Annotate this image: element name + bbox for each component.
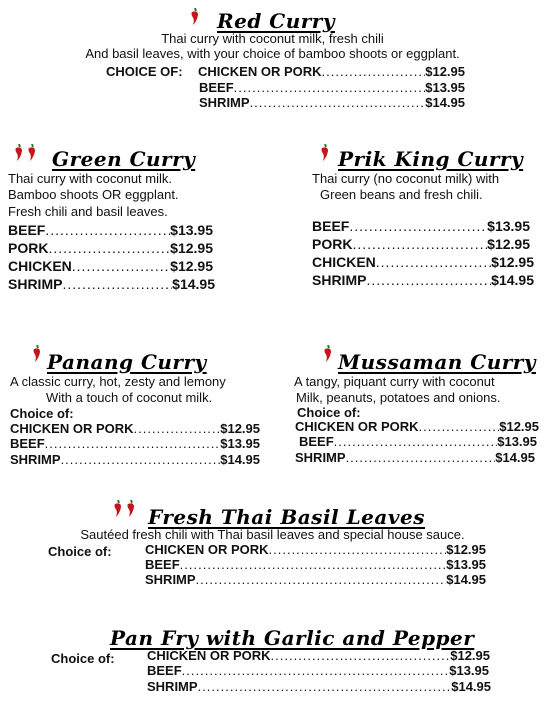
menu-item-row <box>147 648 490 663</box>
item-name: SHRIMP <box>312 272 367 288</box>
item-price: $13.95 <box>220 436 260 451</box>
chili-pepper-icon <box>113 500 122 516</box>
item-price: $13.95 <box>170 222 213 238</box>
item-price: $12.95 <box>425 64 465 79</box>
item-price: $14.95 <box>425 95 465 110</box>
item-name: SHRIMP <box>147 679 198 694</box>
item-name: BEEF <box>312 218 350 234</box>
menu-item-row <box>299 434 537 449</box>
basil-choice-label: Choice of: <box>48 544 112 559</box>
item-price: $12.95 <box>446 542 486 557</box>
item-price: $12.95 <box>170 258 213 274</box>
chili-pepper-icon <box>32 345 41 361</box>
red-curry-choice-label: CHOICE OF: <box>106 64 183 79</box>
item-name: BEEF <box>8 222 46 238</box>
item-name: BEEF <box>199 80 234 95</box>
menu-item-row <box>198 64 465 79</box>
menu-item-row <box>8 258 213 274</box>
item-name: CHICKEN <box>8 258 72 274</box>
panang-desc-2: With a touch of coconut milk. <box>46 390 213 405</box>
green-curry-title: Green Curry <box>52 147 196 171</box>
item-price: $13.95 <box>497 434 537 449</box>
menu-item-row <box>10 452 260 467</box>
menu-item-row <box>199 95 465 110</box>
green-curry-desc-3: Fresh chili and basil leaves. <box>8 204 168 219</box>
menu-item-row <box>312 254 534 270</box>
chili-pepper-icon <box>190 8 199 24</box>
item-name: CHICKEN OR PORK <box>198 64 322 79</box>
item-price: $13.95 <box>487 218 530 234</box>
item-name: BEEF <box>10 436 45 451</box>
prik-king-desc-1: Thai curry (no coconut milk) with <box>312 171 500 186</box>
item-price: $14.95 <box>446 572 486 587</box>
pan-fry-choice-label: Choice of: <box>51 651 115 666</box>
pan-fry-title: Pan Fry with Garlic and Pepper <box>110 626 475 650</box>
basil-desc-1: Sautéed fresh chili with Thai basil leaves and special house sauce. <box>80 527 465 542</box>
panang-choice-label: Choice of: <box>10 406 74 421</box>
item-price: $14.95 <box>172 276 215 292</box>
item-name: CHICKEN OR PORK <box>10 421 134 436</box>
chili-pepper-icon <box>320 144 329 160</box>
item-name: CHICKEN OR PORK <box>145 542 269 557</box>
menu-item-row <box>8 240 213 256</box>
menu-item-row <box>295 419 539 434</box>
item-name: SHRIMP <box>199 95 250 110</box>
item-name: CHICKEN OR PORK <box>147 648 271 663</box>
item-name: SHRIMP <box>10 452 61 467</box>
menu-item-row <box>199 80 465 95</box>
red-curry-title: Red Curry <box>217 9 335 33</box>
item-price: $14.95 <box>495 450 535 465</box>
item-name: PORK <box>312 236 353 252</box>
menu-item-row <box>145 557 486 572</box>
item-name: BEEF <box>145 557 180 572</box>
menu-item-row <box>312 236 530 252</box>
item-price: $12.95 <box>491 254 534 270</box>
menu-item-row <box>10 421 260 436</box>
mussaman-desc-1: A tangy, piquant curry with coconut <box>294 374 495 389</box>
chili-pepper-icon <box>27 144 36 160</box>
menu-item-row <box>145 542 486 557</box>
panang-desc-1: A classic curry, hot, zesty and lemony <box>10 374 226 389</box>
chili-pepper-icon <box>14 144 23 160</box>
mussaman-desc-2: Milk, peanuts, potatoes and onions. <box>296 390 501 405</box>
chili-pepper-icon <box>126 500 135 516</box>
menu-item-row <box>145 572 486 587</box>
item-price: $12.95 <box>220 421 260 436</box>
chili-pepper-icon <box>323 345 332 361</box>
item-name: PORK <box>8 240 49 256</box>
item-price: $12.95 <box>450 648 490 663</box>
prik-king-desc-2: Green beans and fresh chili. <box>320 187 483 202</box>
item-price: $12.95 <box>499 419 539 434</box>
item-price: $12.95 <box>487 236 530 252</box>
menu-item-row <box>147 663 489 678</box>
mussaman-title: Mussaman Curry <box>338 350 536 374</box>
green-curry-desc-1: Thai curry with coconut milk. <box>8 171 172 186</box>
item-name: SHRIMP <box>295 450 346 465</box>
green-curry-desc-2: Bamboo shoots OR eggplant. <box>8 187 179 202</box>
item-price: $14.95 <box>220 452 260 467</box>
item-name: BEEF <box>147 663 182 678</box>
item-price: $14.95 <box>451 679 491 694</box>
menu-item-row <box>8 276 215 292</box>
item-name: SHRIMP <box>8 276 63 292</box>
item-name: BEEF <box>299 434 334 449</box>
menu-item-row <box>312 218 530 234</box>
item-name: SHRIMP <box>145 572 196 587</box>
menu-item-row <box>147 679 491 694</box>
item-price: $12.95 <box>170 240 213 256</box>
menu-item-row <box>312 272 534 288</box>
red-curry-desc-1: Thai curry with coconut milk, fresh chili <box>161 31 384 46</box>
item-price: $13.95 <box>446 557 486 572</box>
item-price: $14.95 <box>491 272 534 288</box>
item-price: $13.95 <box>449 663 489 678</box>
prik-king-title: Prik King Curry <box>338 147 524 171</box>
panang-title: Panang Curry <box>47 350 207 374</box>
menu-item-row <box>8 222 213 238</box>
basil-title: Fresh Thai Basil Leaves <box>148 505 425 529</box>
menu-item-row <box>295 450 535 465</box>
red-curry-desc-2: And basil leaves, with your choice of bamboo shoots or eggplant. <box>85 46 460 61</box>
item-name: CHICKEN <box>312 254 376 270</box>
item-name: CHICKEN OR PORK <box>295 419 419 434</box>
menu-item-row <box>10 436 260 451</box>
item-price: $13.95 <box>425 80 465 95</box>
mussaman-choice-label: Choice of: <box>297 405 361 420</box>
